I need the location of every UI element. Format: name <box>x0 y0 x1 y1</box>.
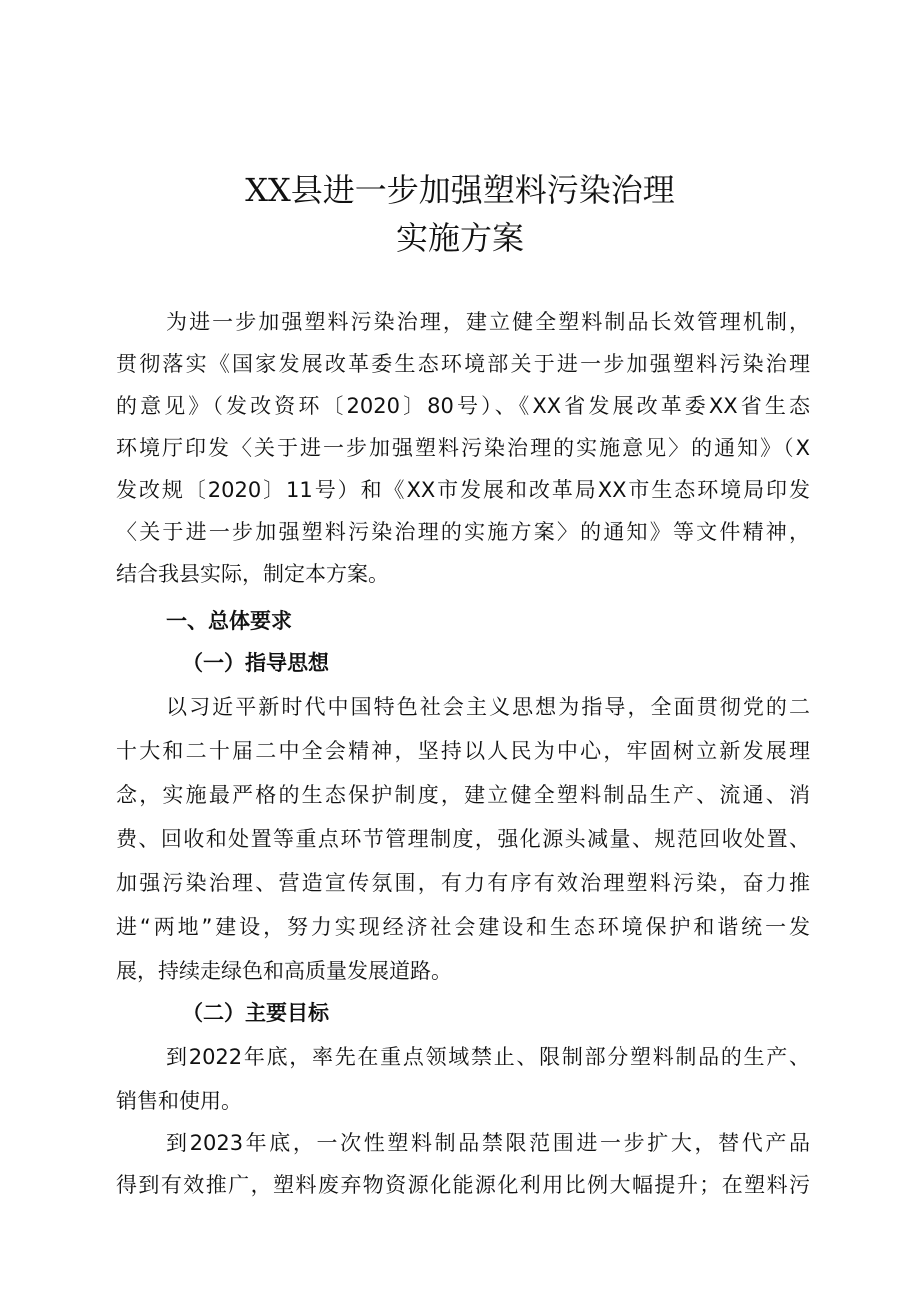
document-title-line-1: XX县进一步加强塑料污染治理 <box>245 171 675 209</box>
text-line: 发改规〔2020〕11号）和《XX市发展和改革局XX市生态环境局印发 <box>116 478 810 502</box>
document-title-line-2: 实施方案 <box>395 219 524 257</box>
text-line: 念，实施最严格的生态保护制度，建立健全塑料制品生产、流通、消 <box>116 783 810 807</box>
subsection-heading: （一）指导思想 <box>182 651 329 675</box>
text-line: 为进一步加强塑料污染治理，建立健全塑料制品长效管理机制， <box>166 310 810 334</box>
text-line: 加强污染治理、营造宣传氛围，有力有序有效治理塑料污染，奋力推 <box>116 871 810 895</box>
text-line: 贯彻落实《国家发展改革委生态环境部关于进一步加强塑料污染治理 <box>116 352 810 376</box>
text-line: 销售和使用。 <box>116 1089 242 1113</box>
text-line: 环境厅印发〈关于进一步加强塑料污染治理的实施意见〉的通知》（X <box>116 436 810 460</box>
text-line: 得到有效推广，塑料废弃物资源化能源化利用比例大幅提升；在塑料污 <box>116 1173 810 1197</box>
text-line: 的意见》（发改资环〔2020〕80号）、《XX省发展改革委XX省生态 <box>116 394 810 418</box>
text-line: 费、回收和处置等重点环节管理制度，强化源头减量、规范回收处置、 <box>116 827 810 851</box>
text-line: 以习近平新时代中国特色社会主义思想为指导，全面贯彻党的二 <box>166 695 810 719</box>
text-line: 十大和二十届二中全会精神，坚持以人民为中心，牢固树立新发展理 <box>116 739 810 763</box>
text-line: 到2023年底，一次性塑料制品禁限范围进一步扩大，替代产品 <box>166 1131 810 1155</box>
section-heading: 一、总体要求 <box>166 609 292 633</box>
text-line: 〈关于进一步加强塑料污染治理的实施方案〉的通知》等文件精神， <box>116 520 810 544</box>
subsection-heading: （二）主要目标 <box>182 1001 329 1025</box>
text-line: 到2022年底，率先在重点领域禁止、限制部分塑料制品的生产、 <box>166 1045 810 1069</box>
text-line: 进“两地”建设，努力实现经济社会建设和生态环境保护和谐统一发 <box>116 915 810 939</box>
text-line: 展，持续走绿色和高质量发展道路。 <box>116 959 452 983</box>
text-line: 结合我县实际，制定本方案。 <box>116 562 389 586</box>
